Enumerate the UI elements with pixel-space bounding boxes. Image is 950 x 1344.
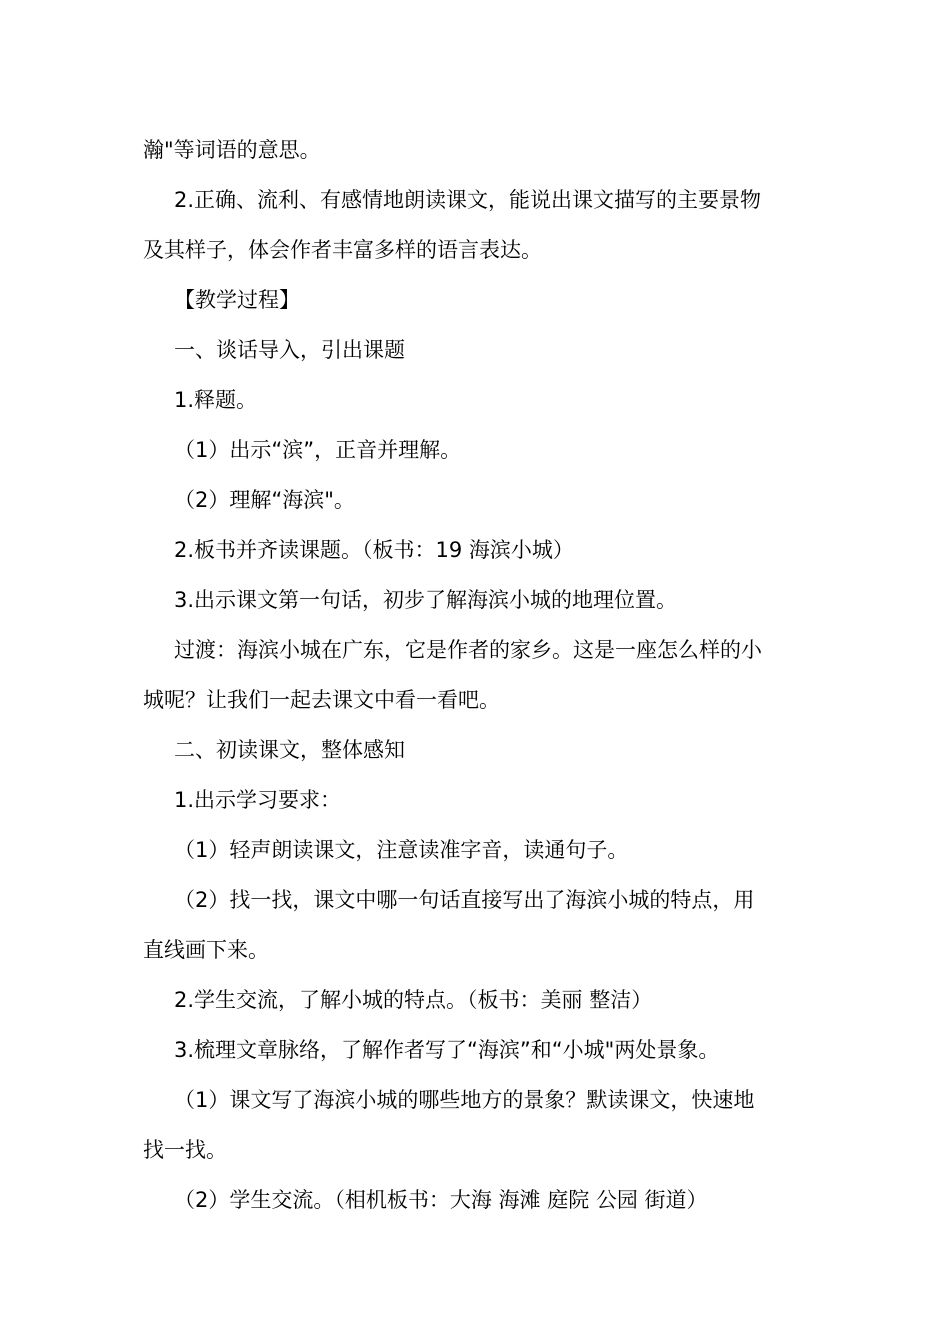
text-line: 及其样子，体会作者丰富多样的语言表达。: [143, 238, 542, 262]
document-body: [143, 125, 808, 1225]
text-line: （1）出示“滨”，正音并理解。: [174, 438, 462, 462]
text-line: 1.释题。: [174, 388, 258, 412]
text-line: 过渡：海滨小城在广东，它是作者的家乡。这是一座怎么样的小: [174, 638, 762, 662]
text-line: 2.正确、流利、有感情地朗读课文，能说出课文描写的主要景物: [174, 188, 762, 212]
text-line: 瀚"等词语的意思。: [143, 138, 321, 162]
section-heading: 一、谈话导入，引出课题: [174, 338, 405, 362]
text-line: （1）轻声朗读课文，注意读准字音，读通句子。: [174, 838, 629, 862]
section-heading: 【教学过程】: [174, 288, 300, 312]
text-line: 直线画下来。: [143, 938, 269, 962]
text-line: （2）找一找，课文中哪一句话直接写出了海滨小城的特点，用: [174, 888, 755, 912]
text-line: （2）理解“海滨"。: [174, 488, 355, 512]
text-line: 3.出示课文第一句话，初步了解海滨小城的地理位置。: [174, 588, 678, 612]
text-line: 1.出示学习要求：: [174, 788, 342, 812]
text-line: （2）学生交流。（相机板书：大海 海滩 庭院 公园 街道）: [174, 1188, 708, 1212]
text-line: 2.板书并齐读课题。（板书：19 海滨小城）: [174, 538, 574, 562]
text-line: 城呢？让我们一起去课文中看一看吧。: [143, 688, 500, 712]
text-line: 2.学生交流，了解小城的特点。（板书：美丽 整洁）: [174, 988, 653, 1012]
text-line: 3.梳理文章脉络，了解作者写了“海滨”和“小城"两处景象。: [174, 1038, 720, 1062]
text-line: （1）课文写了海滨小城的哪些地方的景象？默读课文，快速地: [174, 1088, 755, 1112]
text-line: 找一找。: [143, 1138, 227, 1162]
section-heading: 二、初读课文，整体感知: [174, 738, 405, 762]
